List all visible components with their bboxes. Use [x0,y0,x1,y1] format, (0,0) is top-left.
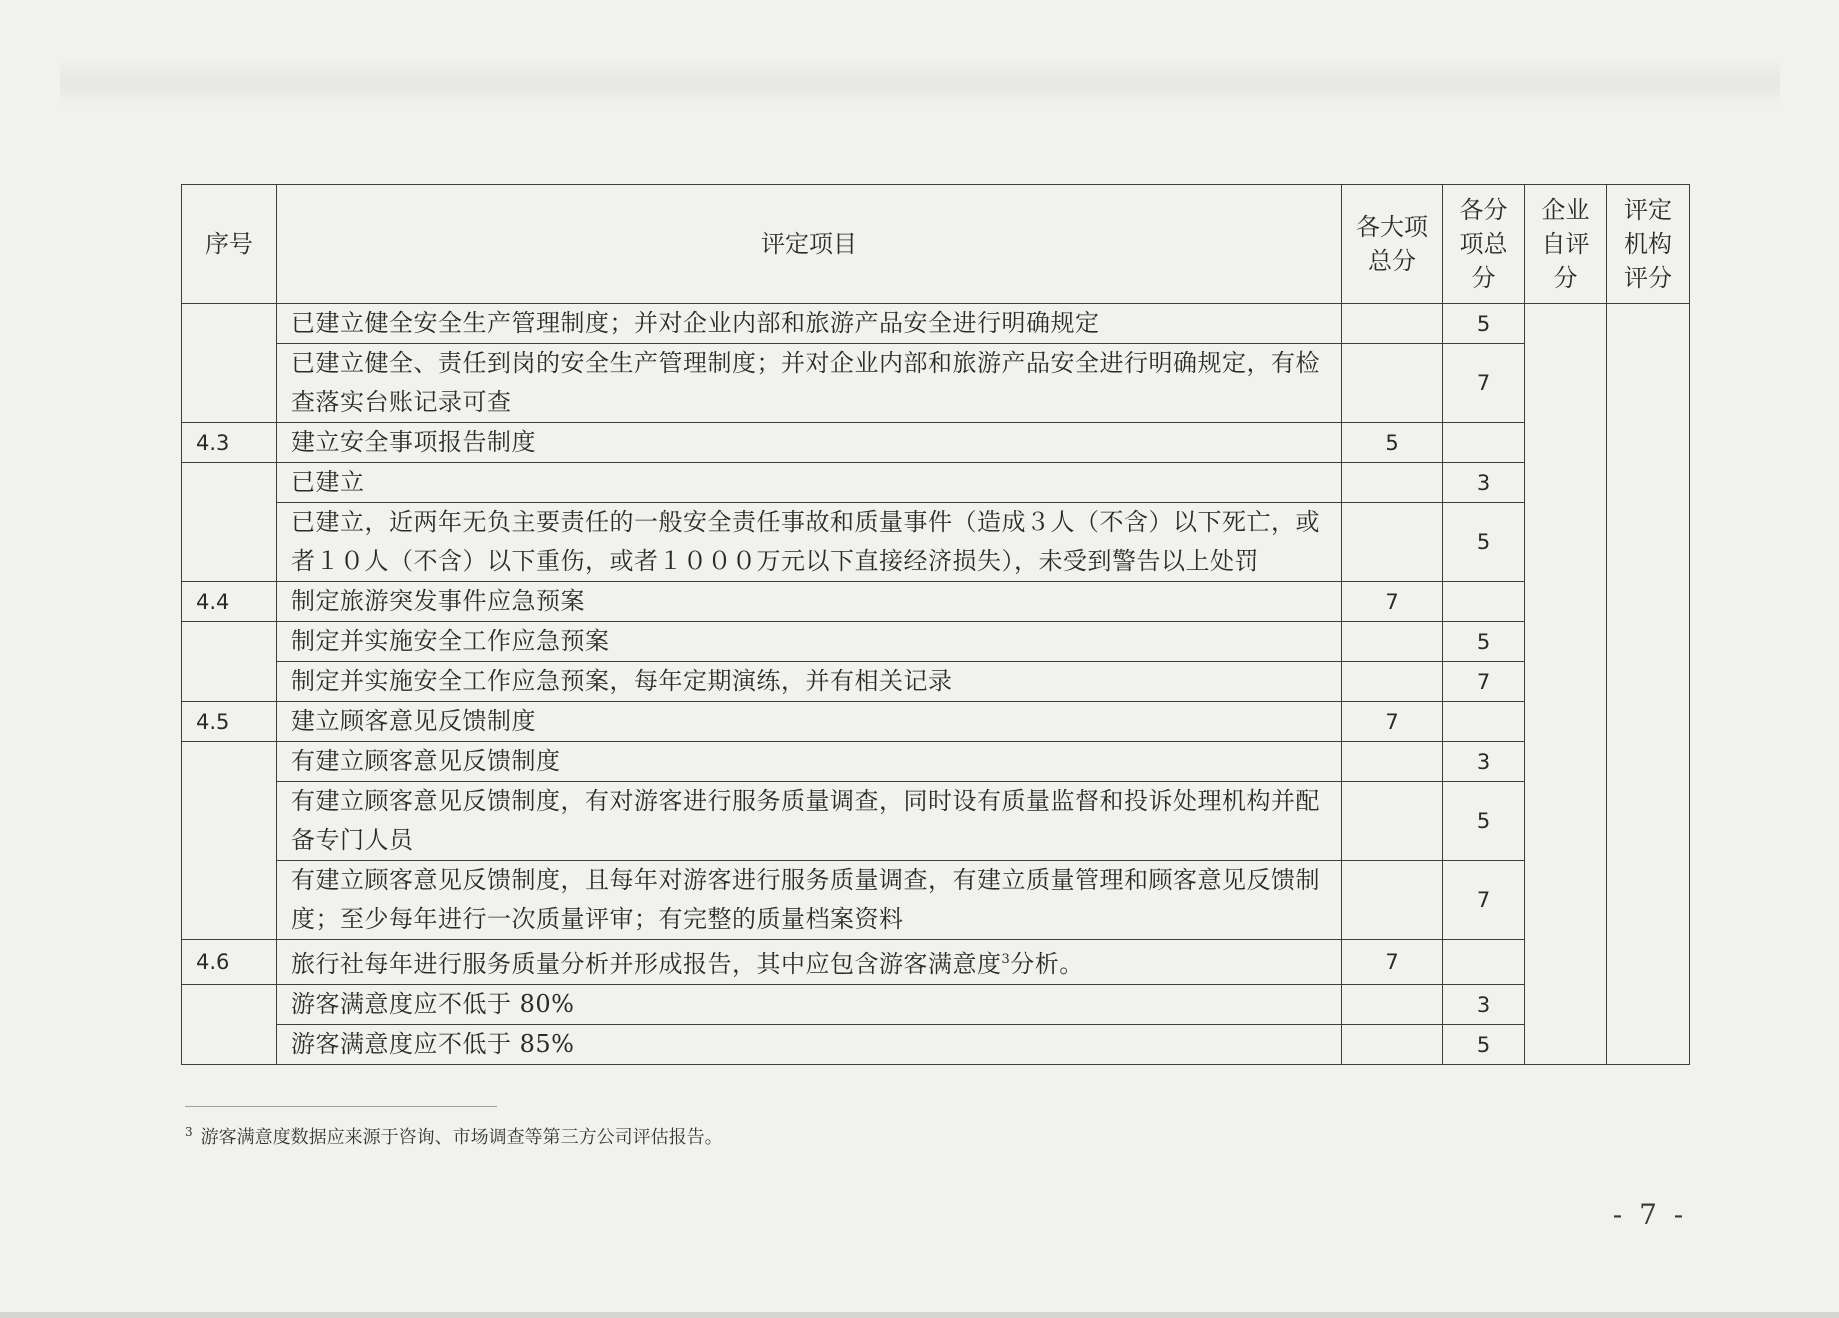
scan-bottom-edge [0,1312,1839,1318]
header-self-score-line: 分 [1553,264,1578,292]
table-row [182,662,1690,702]
footnote-text: 游客满意度数据应来源于咨询、市场调查等第三方公司评估报告。 [200,1127,723,1148]
header-agency-score-line: 评定 [1624,196,1672,224]
header-agency-score [1607,185,1690,304]
sub-item-text: 有建立顾客意见反馈制度，且每年对游客进行服务质量调查，有建立质量管理和顾客意见反馈制度；至少每年进行一次质量评审；有完整的质量档案资料 [277,861,1342,940]
serial-cell [182,463,277,582]
sub-item-text: 已建立 [277,463,1342,503]
scan-shadow-band [60,58,1780,108]
table-row [182,503,1690,582]
sub-score-cell: 3 [1443,742,1525,782]
sub-item-text: 有建立顾客意见反馈制度，有对游客进行服务质量调查，同时设有质量监督和投诉处理机构并配备专门人员 [277,782,1342,861]
table-row [182,1025,1690,1065]
table-header-row [182,185,1690,304]
sub-score-cell: 5 [1443,782,1525,861]
category-row [182,582,1690,622]
agency-score-cell[interactable] [1607,304,1690,1065]
sub-item-text: 有建立顾客意见反馈制度 [277,742,1342,782]
category-total-score: 5 [1342,423,1443,463]
table-row [182,304,1690,344]
major-total-cell [1342,985,1443,1025]
sub-score-cell: 5 [1443,304,1525,344]
category-row [182,940,1690,985]
category-number: 4.4 [182,582,277,622]
major-total-cell [1342,463,1443,503]
major-total-cell [1342,622,1443,662]
header-serial-no: 序号 [182,185,277,304]
sub-item-text: 游客满意度应不低于 85% [277,1025,1342,1065]
table-row [182,344,1690,423]
serial-cell [182,742,277,940]
evaluation-table [181,184,1690,1065]
sub-score-cell: 5 [1443,1025,1525,1065]
table-row [182,622,1690,662]
sub-score-cell [1443,702,1525,742]
serial-cell [182,304,277,423]
serial-cell [182,985,277,1065]
header-sub-total-line: 项总 [1459,230,1508,258]
sub-item-text: 游客满意度应不低于 80% [277,985,1342,1025]
sub-item-text: 制定并实施安全工作应急预案 [277,622,1342,662]
header-major-total-line: 总分 [1368,247,1416,275]
sub-score-cell: 7 [1443,861,1525,940]
major-total-cell [1342,304,1443,344]
category-total-score: 7 [1342,702,1443,742]
category-title [277,940,1342,985]
header-self-score-line: 企业 [1541,196,1590,224]
major-total-cell [1342,1025,1443,1065]
major-total-cell [1342,344,1443,423]
table-row [182,782,1690,861]
category-row [182,702,1690,742]
header-sub-total-line: 各分 [1459,196,1508,224]
category-title: 建立安全事项报告制度 [277,423,1342,463]
category-title: 建立顾客意见反馈制度 [277,702,1342,742]
sub-item-text: 已建立健全安全生产管理制度；并对企业内部和旅游产品安全进行明确规定 [277,304,1342,344]
sub-item-text: 已建立健全、责任到岗的安全生产管理制度；并对企业内部和旅游产品安全进行明确规定，有检查落实台账记录可查 [277,344,1342,423]
sub-score-cell: 3 [1443,463,1525,503]
sub-item-text: 已建立，近两年无负主要责任的一般安全责任事故和质量事件（造成３人（不含）以下死亡，或者１０人（不含）以下重伤，或者１０００万元以下直接经济损失），未受到警告以上处罚 [277,503,1342,582]
sub-score-cell [1443,582,1525,622]
category-number: 4.3 [182,423,277,463]
header-major-total-line: 各大项 [1356,213,1428,241]
sub-score-cell: 7 [1443,344,1525,423]
page-number: - 7 - [1612,1198,1688,1231]
footnote [185,1123,723,1149]
category-total-score: 7 [1342,940,1443,985]
footnote-reference: 3 [1001,952,1011,967]
header-agency-score-line: 评分 [1624,264,1672,292]
header-major-total [1342,185,1443,304]
major-total-cell [1342,742,1443,782]
major-total-cell [1342,782,1443,861]
table-row [182,861,1690,940]
sub-score-cell [1443,423,1525,463]
category-title-tail: 分析。 [1010,950,1084,978]
sub-score-cell: 5 [1443,503,1525,582]
major-total-cell [1342,503,1443,582]
header-evaluation-item: 评定项目 [277,185,1342,304]
header-self-score-line: 自评 [1541,230,1590,258]
category-title-main: 旅行社每年进行服务质量分析并形成报告，其中应包含游客满意度 [291,950,1002,978]
table-row [182,985,1690,1025]
self-score-cell[interactable] [1525,304,1607,1065]
sub-item-text: 制定并实施安全工作应急预案，每年定期演练，并有相关记录 [277,662,1342,702]
category-number: 4.6 [182,940,277,985]
sub-score-cell: 3 [1443,985,1525,1025]
header-self-score [1525,185,1607,304]
sub-score-cell [1443,940,1525,985]
category-total-score: 7 [1342,582,1443,622]
category-row [182,423,1690,463]
header-sub-total-line: 分 [1471,264,1496,292]
table-row [182,463,1690,503]
table-row [182,742,1690,782]
header-sub-total [1443,185,1525,304]
footnote-mark: 3 [185,1125,193,1139]
category-number: 4.5 [182,702,277,742]
category-title: 制定旅游突发事件应急预案 [277,582,1342,622]
header-agency-score-line: 机构 [1624,230,1672,258]
major-total-cell [1342,662,1443,702]
major-total-cell [1342,861,1443,940]
footnote-separator [185,1106,497,1107]
sub-score-cell: 7 [1443,662,1525,702]
sub-score-cell: 5 [1443,622,1525,662]
serial-cell [182,622,277,702]
